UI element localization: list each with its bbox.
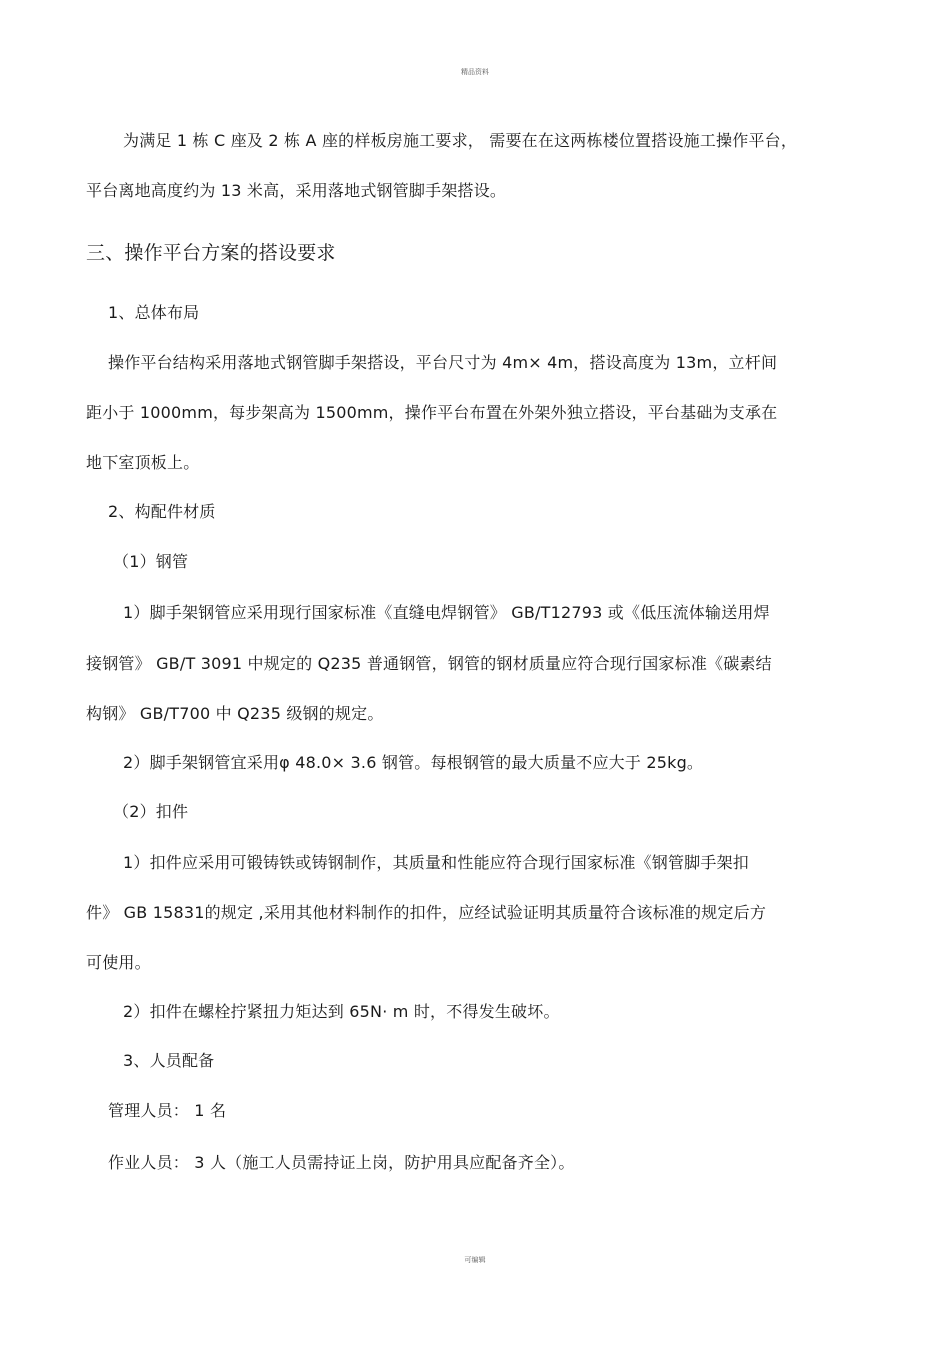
intro-line-1: 为满足 1 栋 C 座及 2 栋 A 座的样板房施工要求， 需要在在这两栋楼位置搭设施工操作平台， [123, 131, 798, 150]
subsection-title-layout: 1、总体布局 [108, 303, 200, 322]
subsection-title-materials: 2、构配件材质 [108, 502, 216, 521]
staff-manager: 管理人员： 1 名 [108, 1101, 227, 1120]
layout-para-line-2: 距小于 1000mm，每步架高为 1500mm，操作平台布置在外架外独立搭设，平台基础为支承在 [86, 403, 778, 422]
coupler-para-line-3: 可使用。 [86, 953, 151, 972]
layout-para-line-1: 操作平台结构采用落地式钢管脚手架搭设，平台尺寸为 4m× 4m，搭设高度为 13m，立杆间 [108, 353, 778, 372]
pipe-para-2: 2）脚手架钢管宜采用φ 48.0× 3.6 钢管。每根钢管的最大质量不应大于 25kg。 [123, 753, 704, 772]
page-footer: 可编辑 [464, 1256, 486, 1264]
item-title-steel-pipe: （1）钢管 [113, 552, 189, 571]
layout-para-line-3: 地下室顶板上。 [86, 453, 200, 472]
item-title-coupler: （2）扣件 [113, 802, 189, 821]
pipe-para-line-2: 接钢管》 GB/T 3091 中规定的 Q235 普通钢管，钢管的钢材质量应符合现行国家标准《碳素结 [86, 654, 772, 673]
coupler-para-line-1: 1）扣件应采用可锻铸铁或铸钢制作，其质量和性能应符合现行国家标准《钢管脚手架扣 [123, 853, 749, 872]
coupler-para-2: 2）扣件在螺栓拧紧扭力矩达到 65N· m 时，不得发生破坏。 [123, 1002, 560, 1021]
pipe-para-line-3: 构钢》 GB/T700 中 Q235 级钢的规定。 [86, 704, 384, 723]
intro-line-2: 平台离地高度约为 13 米高，采用落地式钢管脚手架搭设。 [86, 181, 507, 200]
section-title: 三、操作平台方案的搭设要求 [86, 242, 336, 264]
page-header: 精品资料 [461, 68, 489, 76]
pipe-para-line-1: 1）脚手架钢管应采用现行国家标准《直缝电焊钢管》 GB/T12793 或《低压流体输送用焊 [123, 603, 770, 622]
staff-workers: 作业人员： 3 人（施工人员需持证上岗，防护用具应配备齐全）。 [108, 1153, 575, 1172]
subsection-title-staffing: 3、人员配备 [123, 1051, 215, 1070]
coupler-para-line-2: 件》 GB 15831的规定 ,采用其他材料制作的扣件，应经试验证明其质量符合该标准的规定后方 [86, 903, 767, 922]
